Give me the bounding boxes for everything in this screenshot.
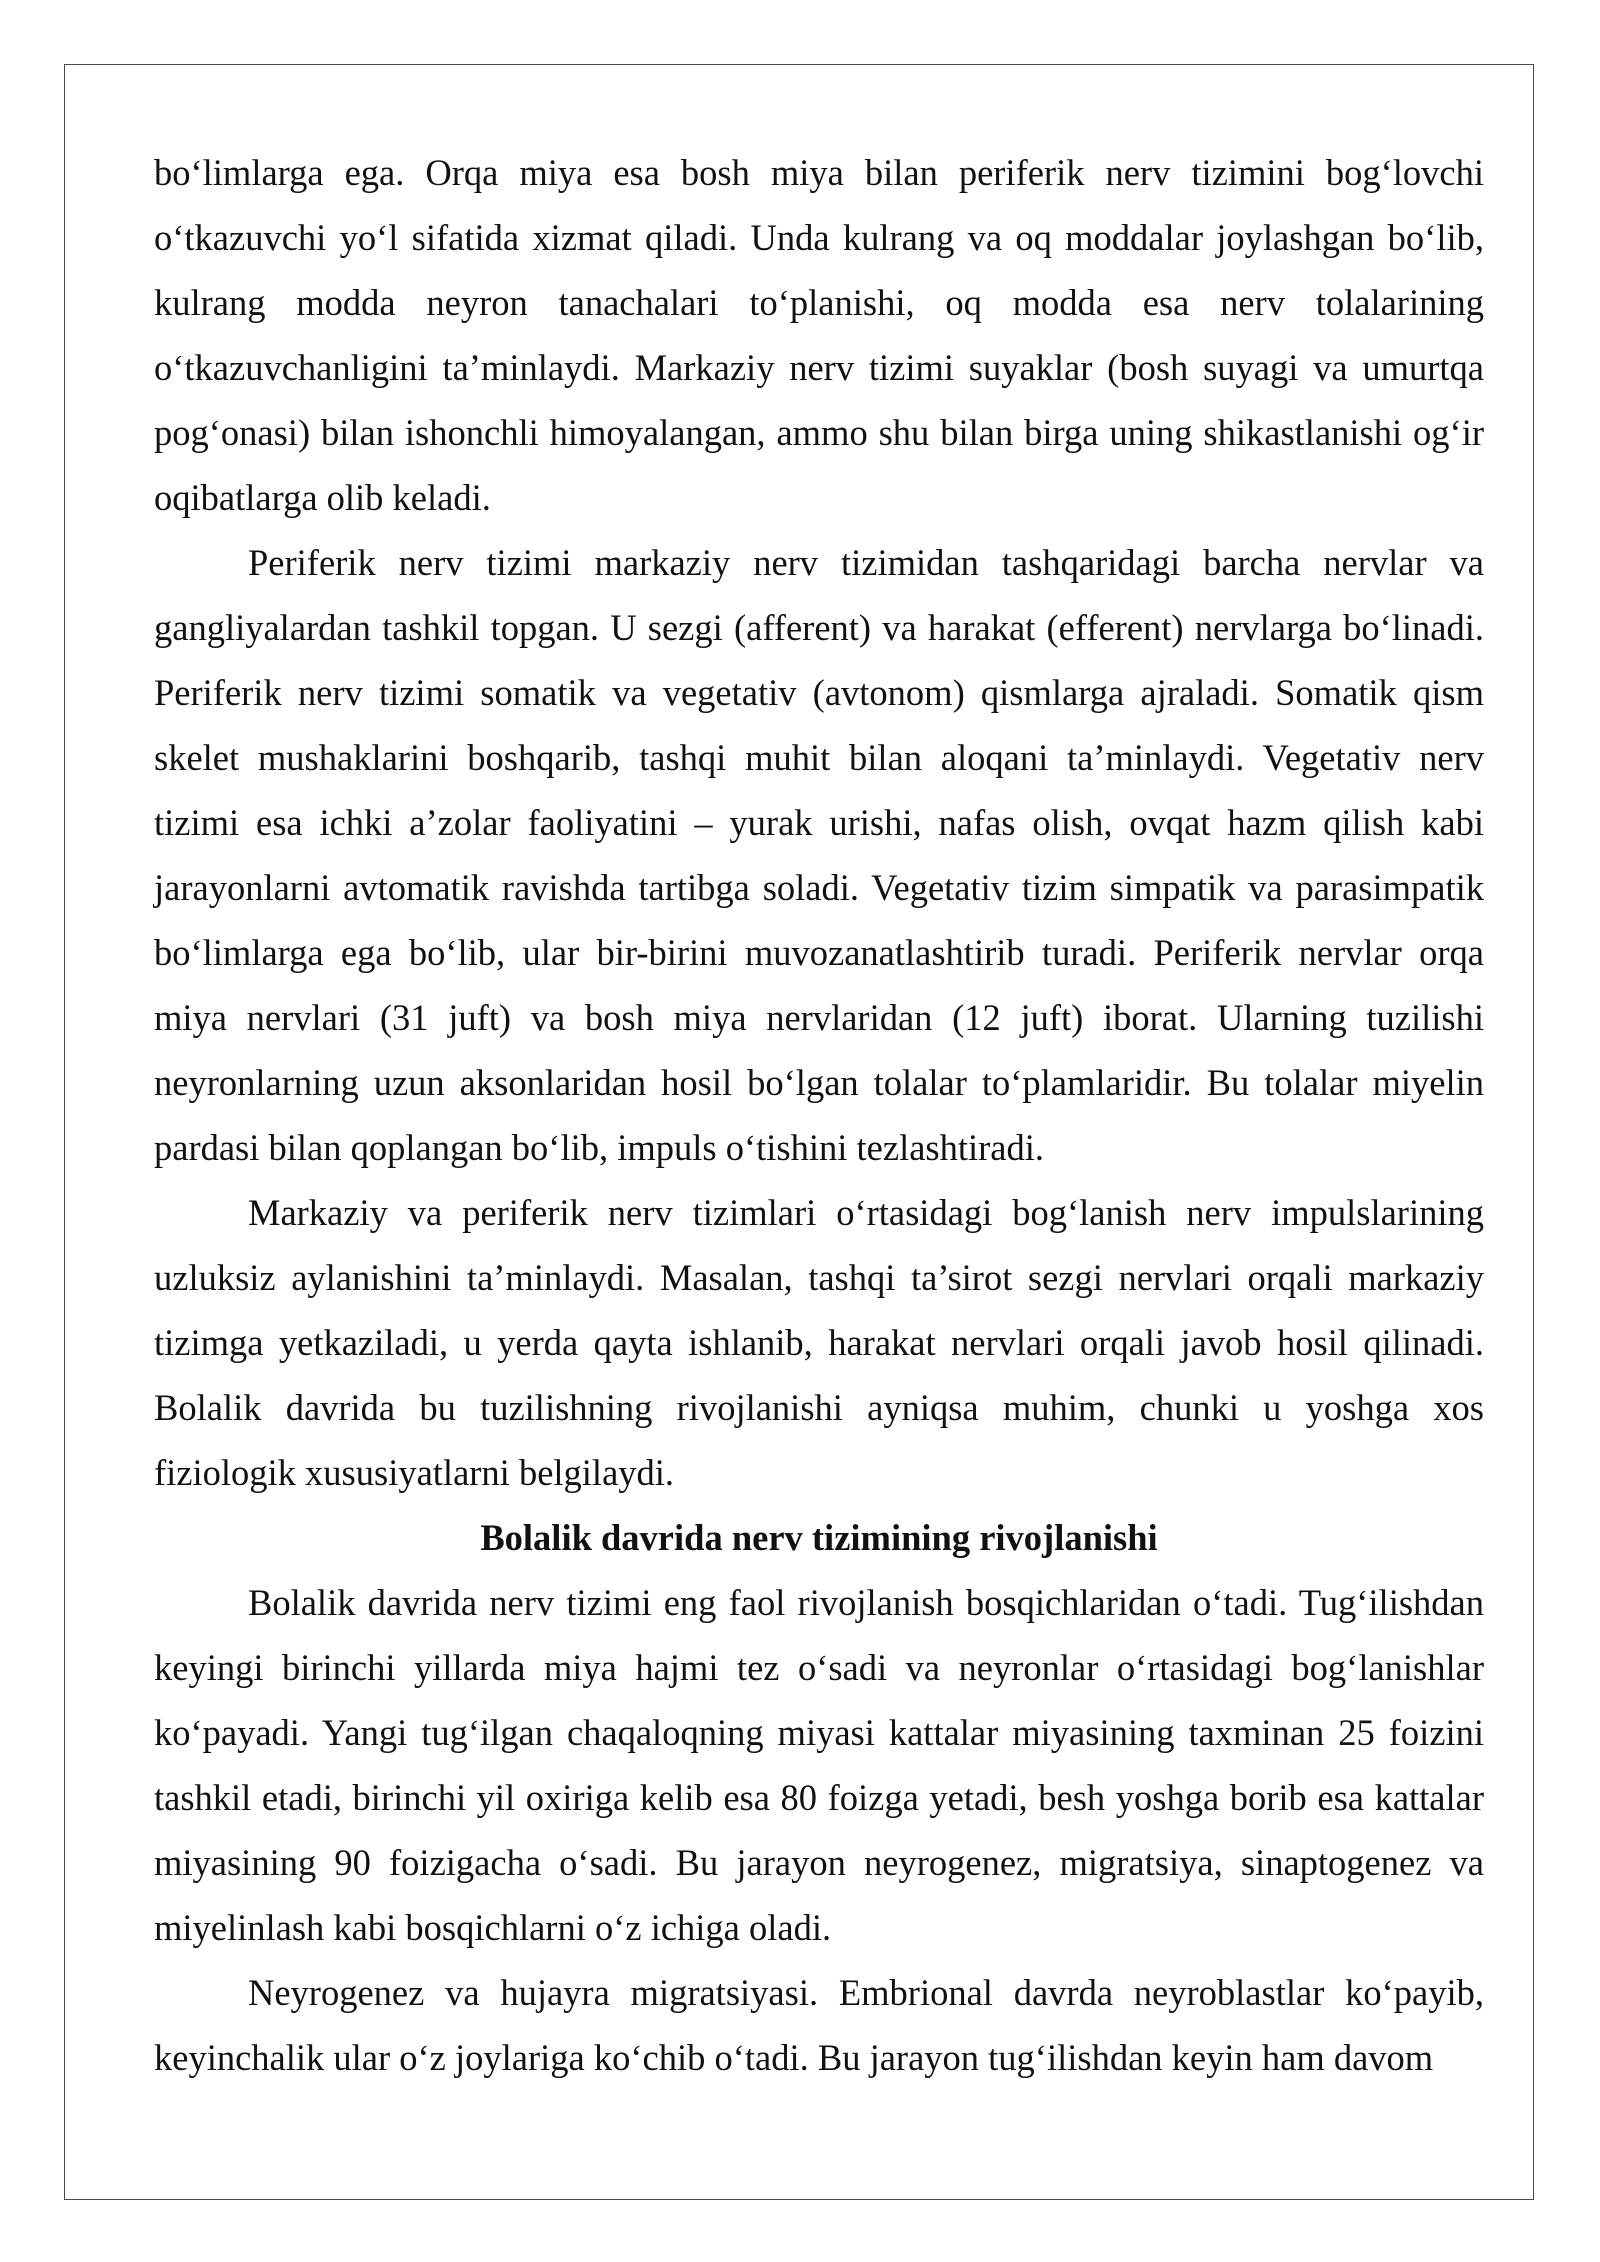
section-heading: Bolalik davrida nerv tizimining rivojlanishi xyxy=(480,1517,1158,1558)
paragraph-continued: bo‘limlarga ega. Orqa miya esa bosh miya bilan periferik nerv tizimini bog‘lovchi o‘tkazuvchi yo‘l sifatida xizmat qiladi. Unda kulrang va oq moddalar joylashgan bo‘lib, kulrang modda neyron tanachalari to‘planishi, oq modda esa nerv tolalarining o‘tkazuvchanligini ta’minlaydi. Markaziy nerv tizimi suyaklar (bosh suyagi va umurtqa pog‘onasi) bilan ishonchli himoyalangan, ammo shu bilan birga uning shikastlanishi og‘ir oqibatlarga olib keladi. xyxy=(154,152,1484,518)
paragraph-childhood-development: Bolalik davrida nerv tizimi eng faol rivojlanish bosqichlaridan o‘tadi. Tug‘ilishdan keyingi birinchi yillarda miya hajmi tez o‘sadi va neyronlar o‘rtasidagi bog‘lanishlar ko‘payadi. Yangi tug‘ilgan chaqaloqning miyasi kattalar miyasining taxminan 25 foizini tashkil etadi, birinchi yil oxiriga kelib esa 80 foizga yetadi, besh yoshga borib esa kattalar miyasining 90 foizigacha o‘sadi. Bu jarayon neyrogenez, migratsiya, sinaptogenez va miyelinlash kabi bosqichlarni o‘z ichiga oladi. xyxy=(154,1582,1484,1948)
paragraph-central-peripheral-link: Markaziy va periferik nerv tizimlari o‘rtasidagi bog‘lanish nerv impulslarining uzluksiz aylanishini ta’minlaydi. Masalan, tashqi ta’sirot sezgi nervlari orqali markaziy tizimga yetkaziladi, u yerda qayta ishlanib, harakat nervlari orqali javob hosil qilinadi. Bolalik davrida bu tuzilishning rivojlanishi ayniqsa muhim, chunki u yoshga xos fiziologik xususiyatlarni belgilaydi. xyxy=(154,1192,1484,1493)
document-body xyxy=(154,140,1484,2090)
paragraph-neurogenesis: Neyrogenez va hujayra migratsiyasi. Embrional davrda neyroblastlar ko‘payib, keyinchalik ular o‘z joylariga ko‘chib o‘tadi. Bu jarayon tug‘ilishdan keyin ham davom xyxy=(154,1972,1484,2078)
paragraph-peripheral-nervous-system: Periferik nerv tizimi markaziy nerv tizimidan tashqaridagi barcha nervlar va gangliyalardan tashkil topgan. U sezgi (afferent) va harakat (efferent) nervlarga bo‘linadi. Periferik nerv tizimi somatik va vegetativ (avtonom) qismlarga ajraladi. Somatik qism skelet mushaklarini boshqarib, tashqi muhit bilan aloqani ta’minlaydi. Vegetativ nerv tizimi esa ichki a’zolar faoliyatini – yurak urishi, nafas olish, ovqat hazm qilish kabi jarayonlarni avtomatik ravishda tartibga soladi. Vegetativ tizim simpatik va parasimpatik bo‘limlarga ega bo‘lib, ular bir-birini muvozanatlashtirib turadi. Periferik nervlar orqa miya nervlari (31 juft) va bosh miya nervlaridan (12 juft) iborat. Ularning tuzilishi neyronlarning uzun aksonlaridan hosil bo‘lgan tolalar to‘plamlaridir. Bu tolalar miyelin pardasi bilan qoplangan bo‘lib, impuls o‘tishini tezlashtiradi. xyxy=(154,542,1484,1168)
